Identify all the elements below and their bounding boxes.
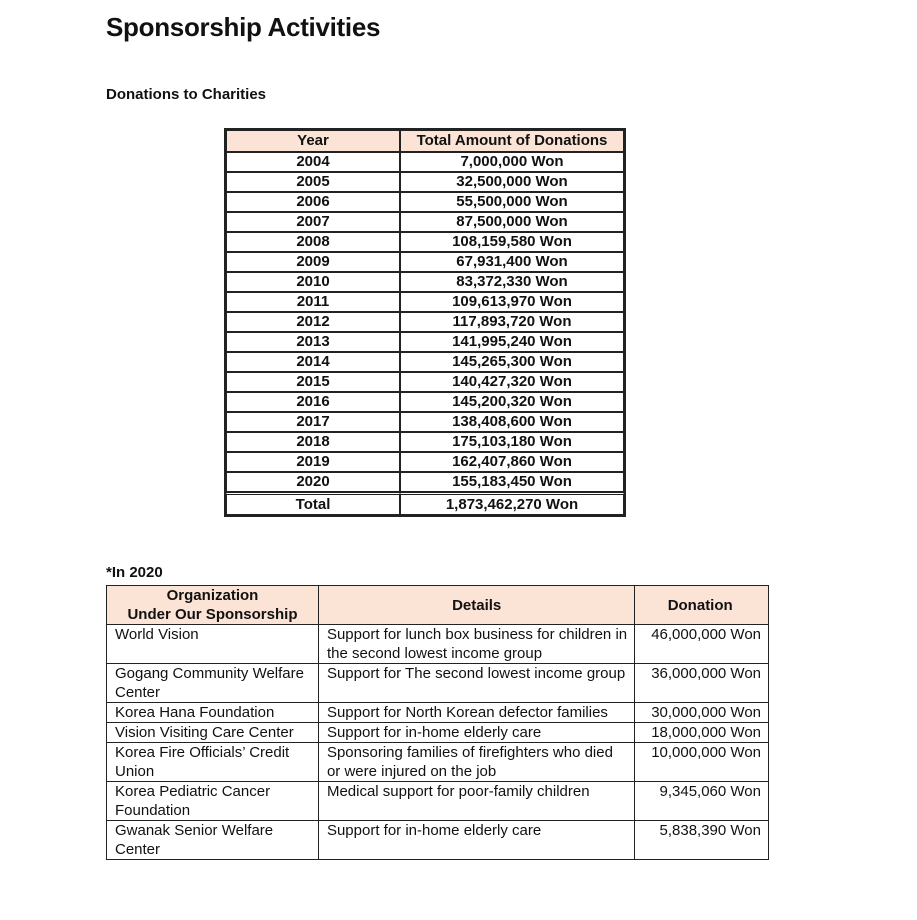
table-row — [226, 452, 624, 472]
total-row — [226, 492, 624, 515]
page-title: Sponsorship Activities — [106, 12, 381, 42]
total-amount: 1,873,462,270 Won — [400, 492, 624, 515]
organization-header-line2: Under Our Sponsorship — [127, 606, 298, 623]
donation-cell: 36,000,000 Won — [635, 664, 769, 703]
table-row — [226, 372, 624, 392]
year-cell: 2013 — [226, 332, 400, 352]
table-row — [226, 252, 624, 272]
amount-cell: 83,372,330 Won — [400, 272, 624, 292]
amount-cell: 145,200,320 Won — [400, 392, 624, 412]
year-cell: 2006 — [226, 192, 400, 212]
amount-cell: 117,893,720 Won — [400, 312, 624, 332]
donation-header: Donation — [635, 586, 769, 625]
amount-cell: 155,183,450 Won — [400, 472, 624, 492]
year-cell: 2017 — [226, 412, 400, 432]
donation-cell: 5,838,390 Won — [635, 821, 769, 860]
year-cell: 2004 — [226, 152, 400, 172]
details-cell: Support for in-home elderly care — [318, 821, 634, 860]
table-row — [226, 292, 624, 312]
amount-cell: 67,931,400 Won — [400, 252, 624, 272]
details-cell: Support for lunch box business for children in the second lowest income group — [318, 625, 634, 664]
organization-cell: Gogang Community Welfare Center — [107, 664, 319, 703]
year-cell: 2010 — [226, 272, 400, 292]
donation-cell: 10,000,000 Won — [635, 743, 769, 782]
table-row — [107, 723, 769, 743]
amount-cell: 175,103,180 Won — [400, 432, 624, 452]
table-row — [107, 821, 769, 860]
table-row — [107, 625, 769, 664]
total-label: Total — [226, 492, 400, 515]
table-row — [107, 664, 769, 703]
table-row — [226, 152, 624, 172]
organization-cell: Korea Hana Foundation — [107, 703, 319, 723]
amount-cell: 108,159,580 Won — [400, 232, 624, 252]
amount-cell: 32,500,000 Won — [400, 172, 624, 192]
year-header: Year — [226, 130, 400, 152]
year-note: *In 2020 — [106, 564, 163, 581]
table-row — [226, 192, 624, 212]
details-header: Details — [318, 586, 634, 625]
donations-table-header — [226, 130, 624, 152]
donation-cell: 30,000,000 Won — [635, 703, 769, 723]
amount-cell: 140,427,320 Won — [400, 372, 624, 392]
organization-header-line1: Organization — [166, 587, 259, 604]
organization-cell: Korea Fire Officials’ Credit Union — [107, 743, 319, 782]
table-row — [107, 703, 769, 723]
amount-cell: 145,265,300 Won — [400, 352, 624, 372]
table-row — [226, 172, 624, 192]
organization-header — [107, 586, 319, 625]
amount-cell: 87,500,000 Won — [400, 212, 624, 232]
amount-cell: 109,613,970 Won — [400, 292, 624, 312]
year-cell: 2019 — [226, 452, 400, 472]
sponsorship-table — [106, 585, 769, 860]
table-row — [226, 472, 624, 492]
table-row — [107, 743, 769, 782]
amount-cell: 162,407,860 Won — [400, 452, 624, 472]
organization-cell: Gwanak Senior Welfare Center — [107, 821, 319, 860]
year-cell: 2018 — [226, 432, 400, 452]
sponsorship-table-header — [107, 586, 769, 625]
table-row — [226, 332, 624, 352]
year-cell: 2020 — [226, 472, 400, 492]
section-title: Donations to Charities — [106, 86, 267, 103]
year-cell: 2005 — [226, 172, 400, 192]
organization-cell: Vision Visiting Care Center — [107, 723, 319, 743]
year-cell: 2008 — [226, 232, 400, 252]
amount-header: Total Amount of Donations — [400, 130, 624, 152]
amount-cell: 7,000,000 Won — [400, 152, 624, 172]
table-row — [107, 782, 769, 821]
year-cell: 2007 — [226, 212, 400, 232]
donation-cell: 18,000,000 Won — [635, 723, 769, 743]
table-row — [226, 392, 624, 412]
table-row — [226, 312, 624, 332]
year-cell: 2009 — [226, 252, 400, 272]
organization-cell: Korea Pediatric Cancer Foundation — [107, 782, 319, 821]
amount-cell: 141,995,240 Won — [400, 332, 624, 352]
donation-cell: 46,000,000 Won — [635, 625, 769, 664]
amount-cell: 55,500,000 Won — [400, 192, 624, 212]
details-cell: Support for The second lowest income group — [318, 664, 634, 703]
details-cell: Support for North Korean defector families — [318, 703, 634, 723]
details-cell: Sponsoring families of firefighters who died or were injured on the job — [318, 743, 634, 782]
year-cell: 2016 — [226, 392, 400, 412]
organization-cell: World Vision — [107, 625, 319, 664]
year-cell: 2015 — [226, 372, 400, 392]
year-cell: 2011 — [226, 292, 400, 312]
details-cell: Support for in-home elderly care — [318, 723, 634, 743]
table-row — [226, 352, 624, 372]
table-row — [226, 412, 624, 432]
donation-cell: 9,345,060 Won — [635, 782, 769, 821]
table-row — [226, 272, 624, 292]
table-row — [226, 232, 624, 252]
table-row — [226, 432, 624, 452]
year-cell: 2012 — [226, 312, 400, 332]
donations-table — [224, 128, 626, 517]
amount-cell: 138,408,600 Won — [400, 412, 624, 432]
table-row — [226, 212, 624, 232]
details-cell: Medical support for poor-family children — [318, 782, 634, 821]
year-cell: 2014 — [226, 352, 400, 372]
